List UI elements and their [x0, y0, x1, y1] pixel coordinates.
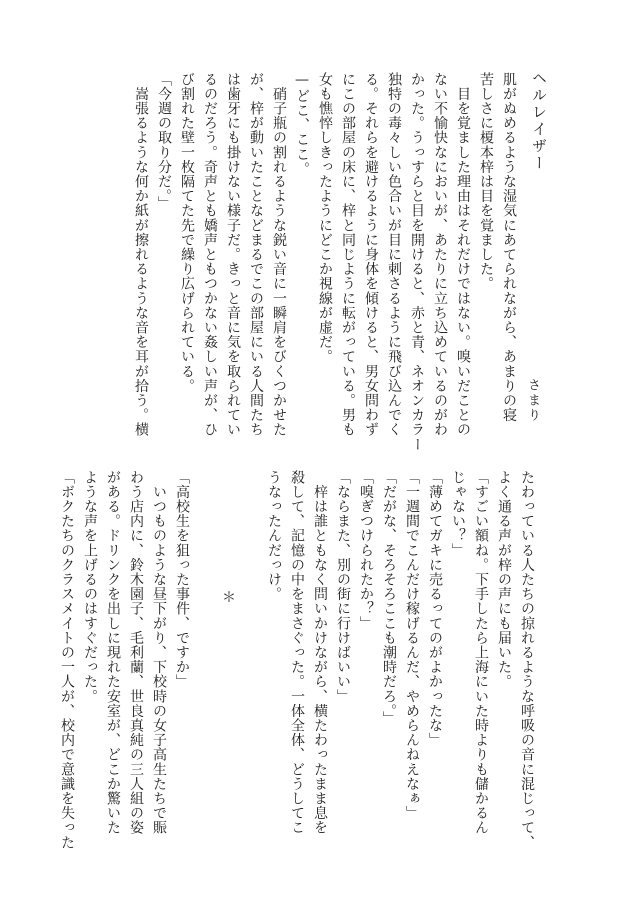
text-line: 「一週間でこんだけ稼げるんだ、やめらんねえなぁ」: [404, 470, 420, 821]
text-line: 殺して、記憶の中をまさぐった。一体全体、どうしてこ: [289, 470, 305, 835]
text-line: び割れた壁一枚隔てた先で繰り広げられている。: [179, 72, 195, 394]
text-line: [193, 470, 216, 860]
text-line: 独特の毒々しい色合いが目に刺さるように飛び込んでく: [386, 72, 402, 437]
text-line: にこの部屋の床に、梓と同じように転がっている。男も: [340, 72, 356, 437]
text-line: 肌がぬめるような湿気にあてられながら、あまりの寝: [501, 72, 517, 423]
text-line: 目を覚ました理由はそれだけではない。嗅いだことの: [455, 72, 471, 437]
text-line: じゃない？」: [450, 470, 466, 558]
text-line: かった。うっすらと目を開けると、赤と青、ネオンカラー: [409, 72, 425, 452]
text-line: 苦しさに榎本梓は目を覚ました。: [478, 72, 494, 291]
text-line: は歯牙にも掛けない様子だ。きっと音に気を取られてい: [225, 72, 241, 437]
section-break-asterisk: ＊: [220, 590, 236, 605]
story-title: ヘルレイザー: [530, 70, 548, 172]
text-line: 女も憔悴しきったようにどこか視線が虚だ。: [317, 72, 333, 364]
upper-text-block: [129, 72, 520, 452]
text-line: るのだろう。奇声とも嬌声ともつかない姦しい声が、ひ: [202, 72, 218, 437]
text-line: が、梓が動いたことなどまるでこの部屋にいる人間たち: [248, 72, 264, 437]
text-line: 「薄めてガキに売るってのがよかったな」: [427, 470, 443, 748]
text-line: わう店内に、鈴木園子、毛利蘭、世良真純の三人組の姿: [128, 470, 144, 835]
text-line: [239, 470, 262, 860]
text-line: よく通る声が梓の声にも届いた。: [496, 470, 512, 689]
text-line: 嵩張るような何か紙が擦れるような音を耳が拾う。横: [133, 72, 149, 437]
text-line: 梓は誰ともなく問いかけながら、横たわったまま息を: [312, 470, 328, 835]
text-line: いつものような昼下がり、下校時の女子高生たちで賑: [151, 470, 167, 835]
text-line: がある。ドリンクを出しに現れた安室が、どこか驚いた: [105, 470, 121, 835]
lower-text-block: [55, 470, 538, 860]
text-line: 「すごい額ね。下手したら上海にいた時よりも儲かるん: [473, 470, 489, 835]
text-line: ような声を上げるのはすぐだった。: [82, 470, 98, 704]
text-line: 「だがな、そろそろここも潮時だろ。」: [381, 470, 397, 726]
text-line: 「今週の取り分だ。」: [156, 72, 172, 211]
text-line: 「ボクたちのクラスメイトの一人が、校内で意識を失った: [59, 470, 75, 850]
author-name: さまり: [525, 378, 540, 423]
text-line: —どこ、ここ。: [294, 72, 310, 177]
text-line: 「高校生を狙った事件、ですか」: [174, 470, 190, 689]
text-line: 硝子瓶の割れるような鋭い音に一瞬肩をびくつかせた: [271, 72, 287, 437]
text-line: る。それらを避けるように身体を傾けると、男女問わず: [363, 72, 379, 437]
text-line: たわっている人たちの掠れるような呼吸の音に混じって、: [519, 470, 535, 850]
text-line: 「ならまた、別の街に行けばいい」: [335, 470, 351, 704]
text-line: 「嗅ぎつけられたか？」: [358, 470, 374, 631]
text-line: うなったんだっけ。: [266, 470, 282, 602]
text-line: ない不愉快なにおいが、あたりに立ち込めているのがわ: [432, 72, 448, 437]
